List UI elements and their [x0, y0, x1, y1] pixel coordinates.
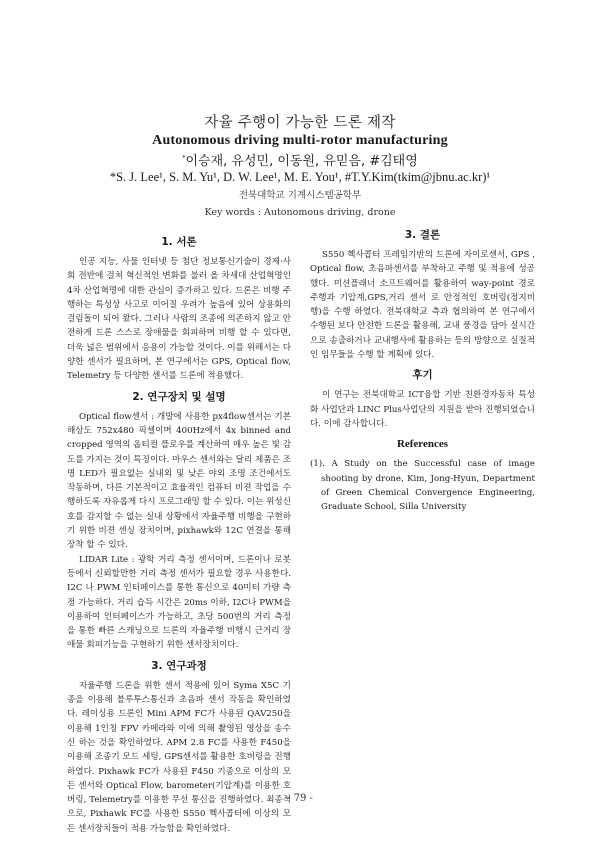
method-paragraph-optical-flow: Optical flow센서 : 개발에 사용한 px4flow센서는 기본해상도 752x480 픽셀이며 400Hz에서 4x binned and cropped 영역의 옵티컬 플로우를 계산하여 매우 높은 빛 감도를 가지는 것이 특징이다. 마우스 센서와는 달리 제품은 조명 LED가 필요없는 실내외 및 낮은 야외 조명 조건에서도 작동하며, 다른 기본적이고 효율적인 컴퓨터 비젼 작업을 수행하도록 자유롭게 다시 프로그래밍 할 수 있다. 이는 위성신호를 감지할 수 없는 실내 상황에서 자율주행 비행을 구현하기 위한 비젼 센싱 장치이며, pixhawk와 12C 연결을 통해 장착 할 수 있다. [67, 411, 291, 551]
section-heading-references: References [396, 438, 449, 451]
conclusion-paragraph: S550 헥사콥터 프레임기반의 드론에 자이로센서, GPS , Optical flow, 초음파센서를 부착하고 주행 및 적용에 성공했다. 미션플래너 소프트웨어를 활용하여 way-point 경로 주행과 기압계,GPS,거리 센서 로 안정적인 호버링(정지비행)을 수행 하였다. 전북대학교 측과 협의하여 본 연구에서 수행된 보다 안전한 드론을 활용해, 교내 풍경을 담아 실시간으로 송출하거나 교내행사에 활용하는 등의 방향으로 실질적인 임무들을 수행 할 계획에 있다. [310, 250, 535, 361]
authors-korean-names: 이승재, 유성민, 이동원, 유믿음, #김태영 [185, 154, 418, 169]
section-heading-intro: 1. 서론 [161, 236, 197, 248]
page-number: - 79 - [287, 793, 313, 804]
paper-title-korean: 자율 주행이 가능한 드론 제작 [204, 115, 396, 131]
keywords: Key words : Autonomous driving, drone [204, 207, 396, 218]
acknowledgement-paragraph: 이 연구는 전북대학교 ICT융합 기반 친환경자동차 특성화 사업단과 LINC Plus사업단의 지원을 받아 진행되었습니다. 이에 감사합니다. [310, 390, 535, 429]
section-heading-acknowledgement: 후기 [412, 369, 433, 382]
paper-title-english: Autonomous driving multi-rotor manufacturing [152, 133, 448, 148]
section-heading-conclusion: 3. 결론 [404, 229, 441, 241]
right-column [310, 222, 535, 514]
authors-korean [0, 150, 600, 169]
reference-item: (1). A Study on the Successful case of image shooting by drone, Kim, Jong-Hyun, Department of Green Chemical Convergence Engineering, Graduate School, Silla University [310, 459, 535, 513]
method-paragraph-lidar: LIDAR Lite : 광학 거리 측정 센서이며, 드론이나 로봇 등에서 신뢰할만한 거리 측정 센서가 필요할 경우 사용한다. I2C 나 PWM 인터페이스를 통한 통신으로 40미터 가량 측정 가능하다. 거리 습득 시간은 20ms 이하, I2C나 PWM을 이용하여 인터페이스가 가능하고, 초당 500번의 거리 측정을 통한 빠른 스캐닝으로 드론의 자율주행 비행시 근거리 장애물 회피기능을 구현하기 위한 센서장치이다. [67, 554, 291, 651]
process-paragraph: 자율주행 드론을 위한 센서 적용에 있어 Syma X5C 기종을 이용해 블루투스통신과 초음파 센서 작동을 확인하였다. 레이싱용 드론인 Mini APM FC가 사용된 QAV250을 이용해 1인칭 FPV 카메라와 이에 의해 촬영된 영상을 송수신 하는 것을 확인하였다. APM 2.8 FC를 사용한 F450을 이용해 조종기 모드 세팅, GPS센서를 활용한 호버링을 진행하였다. Pixhawk FC가 사용된 F450 기종으로 이상의 모든 센서와 Optical Flow, barometer(기압계)를 이용한 호버링, Telemetry를 이용한 무선 통신을 진행하였다. 최종적으로, Pixhawk FC를 사용한 S550 헥사콥터에 이상의 모든 센서장치들이 적용 가능함을 확인하였다. [67, 680, 291, 834]
affiliation: 전북대학교 기계시스템공학부 [238, 190, 362, 201]
left-column [67, 229, 291, 836]
section-heading-process: 3. 연구과정 [151, 659, 207, 672]
authors-english: *S. J. Lee¹, S. M. Yu¹, D. W. Lee¹, M. E. You¹, #T.Y.Kim(tkim@jbnu.ac.kr)¹ [109, 170, 491, 184]
author-mark: * [182, 153, 186, 162]
section-heading-method: 2. 연구장치 및 설명 [132, 390, 226, 403]
intro-paragraph: 인공 지능, 사물 인터넷 등 첨단 정보통신기술이 경제·사회 전반에 걸쳐 혁신적인 변화를 불러 올 차세대 산업혁명인 4차 산업혁명에 대한 관심이 증가하고 있다. 드론은 비행 주행하는 특성상 사고로 이어질 우려가 높음에 있어 상용화의 걸림돌이 되어 왔다. 그러나 사람의 조종에 의존하지 않고 안전하게 드론 스스로 장애물을 회피하며 비행 할 수 있다면, 더욱 넓은 범위에서 응용이 가능할 것이다. 이를 위해서는 다양한 센서가 필요하며, 본 연구에서는 GPS, Optical flow, Telemetry 등 다양한 센서를 드론에 적용했다. [67, 257, 291, 382]
